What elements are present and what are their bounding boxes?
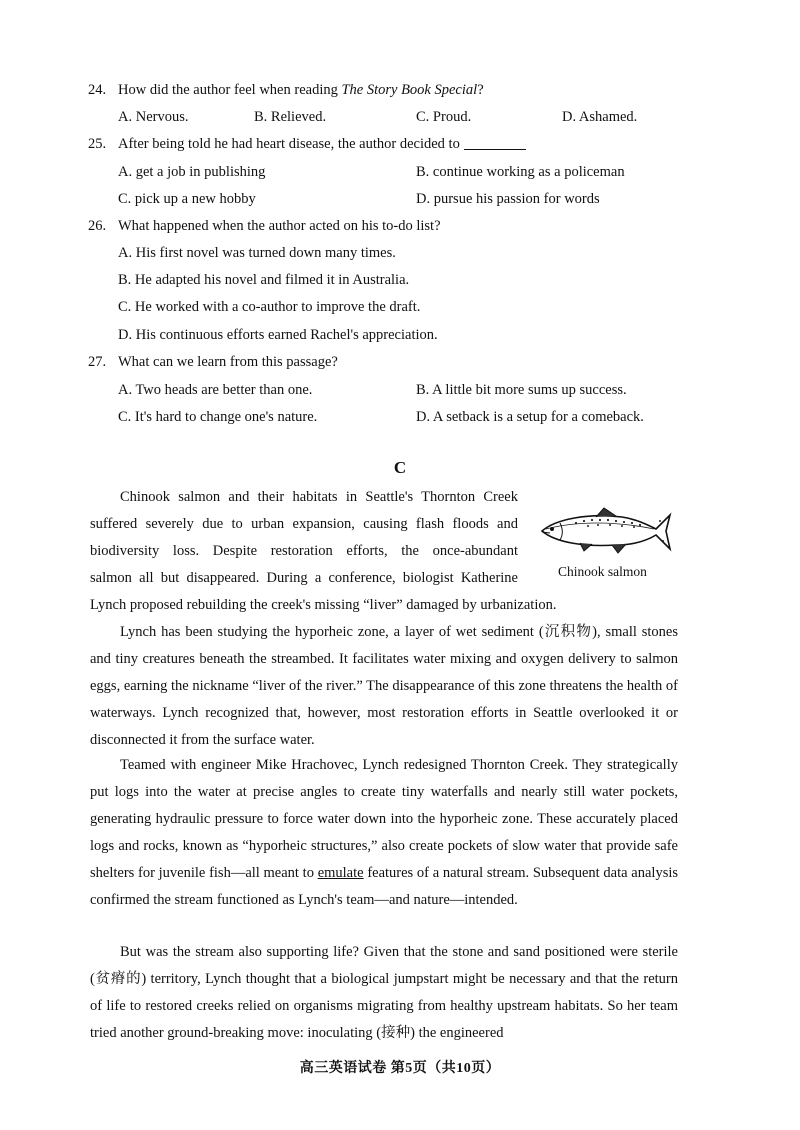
paragraph-1 [90, 484, 518, 592]
option-27-d: D. A setback is a setup for a comeback. [416, 409, 644, 425]
question-number: 24. [88, 82, 107, 98]
paragraph-line: suffered severely due to urban expansion, causing flash floods and [90, 516, 518, 532]
paragraph-1-tail: Lynch proposed rebuilding the creek's missing “liver” damaged by urbanization. [90, 597, 557, 613]
option-25-b: B. continue working as a policeman [416, 164, 625, 180]
question-24 [88, 80, 484, 100]
option-27-b: B. A little bit more sums up success. [416, 382, 627, 398]
option-24-a: A. Nervous. [118, 109, 189, 125]
question-stem: How did the author feel when reading [118, 82, 342, 98]
question-number: 25. [88, 136, 107, 152]
question-number: 27. [88, 354, 107, 370]
answer-blank [464, 135, 526, 150]
paragraph-line: biodiversity loss. Despite restoration efforts, the once-abundant [90, 543, 518, 559]
figure-caption: Chinook salmon [558, 564, 647, 579]
salmon-illustration [536, 505, 676, 557]
option-26-d: D. His continuous efforts earned Rachel's appreciation. [118, 327, 438, 343]
book-title: The Story Book Special [341, 82, 478, 98]
option-27-c: C. It's hard to change one's nature. [118, 409, 318, 425]
question-26 [88, 216, 441, 236]
question-25 [88, 134, 526, 154]
question-number: 26. [88, 218, 107, 234]
option-25-d: D. pursue his passion for words [416, 191, 600, 207]
option-26-b: B. He adapted his novel and filmed it in Australia. [118, 272, 410, 288]
question-stem: What happened when the author acted on his to-do list? [118, 218, 441, 234]
option-24-b: B. Relieved. [254, 109, 327, 125]
option-24-c: C. Proud. [416, 109, 472, 125]
question-stem: What can we learn from this passage? [118, 354, 338, 370]
underlined-word: emulate [317, 865, 364, 881]
section-heading: C [393, 458, 407, 477]
paragraph-2: Lynch has been studying the hyporheic zone, a layer of wet sediment (沉积物), small stones and tiny creatures beneath the streambed. It facilitates water mixing and oxygen delivery to salmon eggs, earning the nickname “liver of the river.” The disappearance of this zone threatens the health of waterways. Lynch recognized that, however, most restoration efforts in Seattle overlooked it or disconnected it from the surface water. [90, 624, 678, 748]
paragraph-4: But was the stream also supporting life? Given that the stone and sand positioned were sterile (贫瘠的) territory, Lynch thought that a biological jumpstart might be necessary and that the return of life to restored creeks relied on organisms migrating from healthy upstream habitats. So her team tried another ground-breaking move: inoculating (接种) the engineered [90, 944, 678, 1041]
paragraph-text: Teamed with engineer Mike Hrachovec, Lynch redesigned Thornton Creek. They strategically put logs into the water at precise angles to create tiny waterfalls and nearly still water pockets, generating hydraulic pressure to force water down into the hyporheic zone. These accurately placed logs and rocks, known as “hyporheic structures,” also create pockets of slow water that provide safe shelters for juvenile fish—all meant to [90, 757, 678, 881]
option-26-a: A. His first novel was turned down many times. [118, 245, 396, 261]
option-27-a: A. Two heads are better than one. [118, 382, 313, 398]
option-25-c: C. pick up a new hobby [118, 191, 256, 207]
question-mark: ? [477, 82, 484, 98]
option-26-c: C. He worked with a co-author to improve the draft. [118, 299, 421, 315]
paragraph-3 [90, 752, 678, 914]
question-stem: After being told he had heart disease, the author decided to [118, 136, 460, 152]
paragraph-line: salmon all but disappeared. During a conference, biologist Katherine [90, 570, 518, 586]
page-footer: 高三英语试卷 第5页（共10页） [299, 1061, 501, 1076]
paragraph-text: features of a natural stream. Subsequent data analysis confirmed the stream functioned as Lynch's team—and nature—intended. [90, 865, 679, 908]
paragraph-line: Chinook salmon and their habitats in Seattle's Thornton Creek [120, 489, 518, 505]
option-24-d: D. Ashamed. [562, 109, 638, 125]
question-27 [88, 352, 338, 372]
option-25-a: A. get a job in publishing [118, 164, 266, 180]
